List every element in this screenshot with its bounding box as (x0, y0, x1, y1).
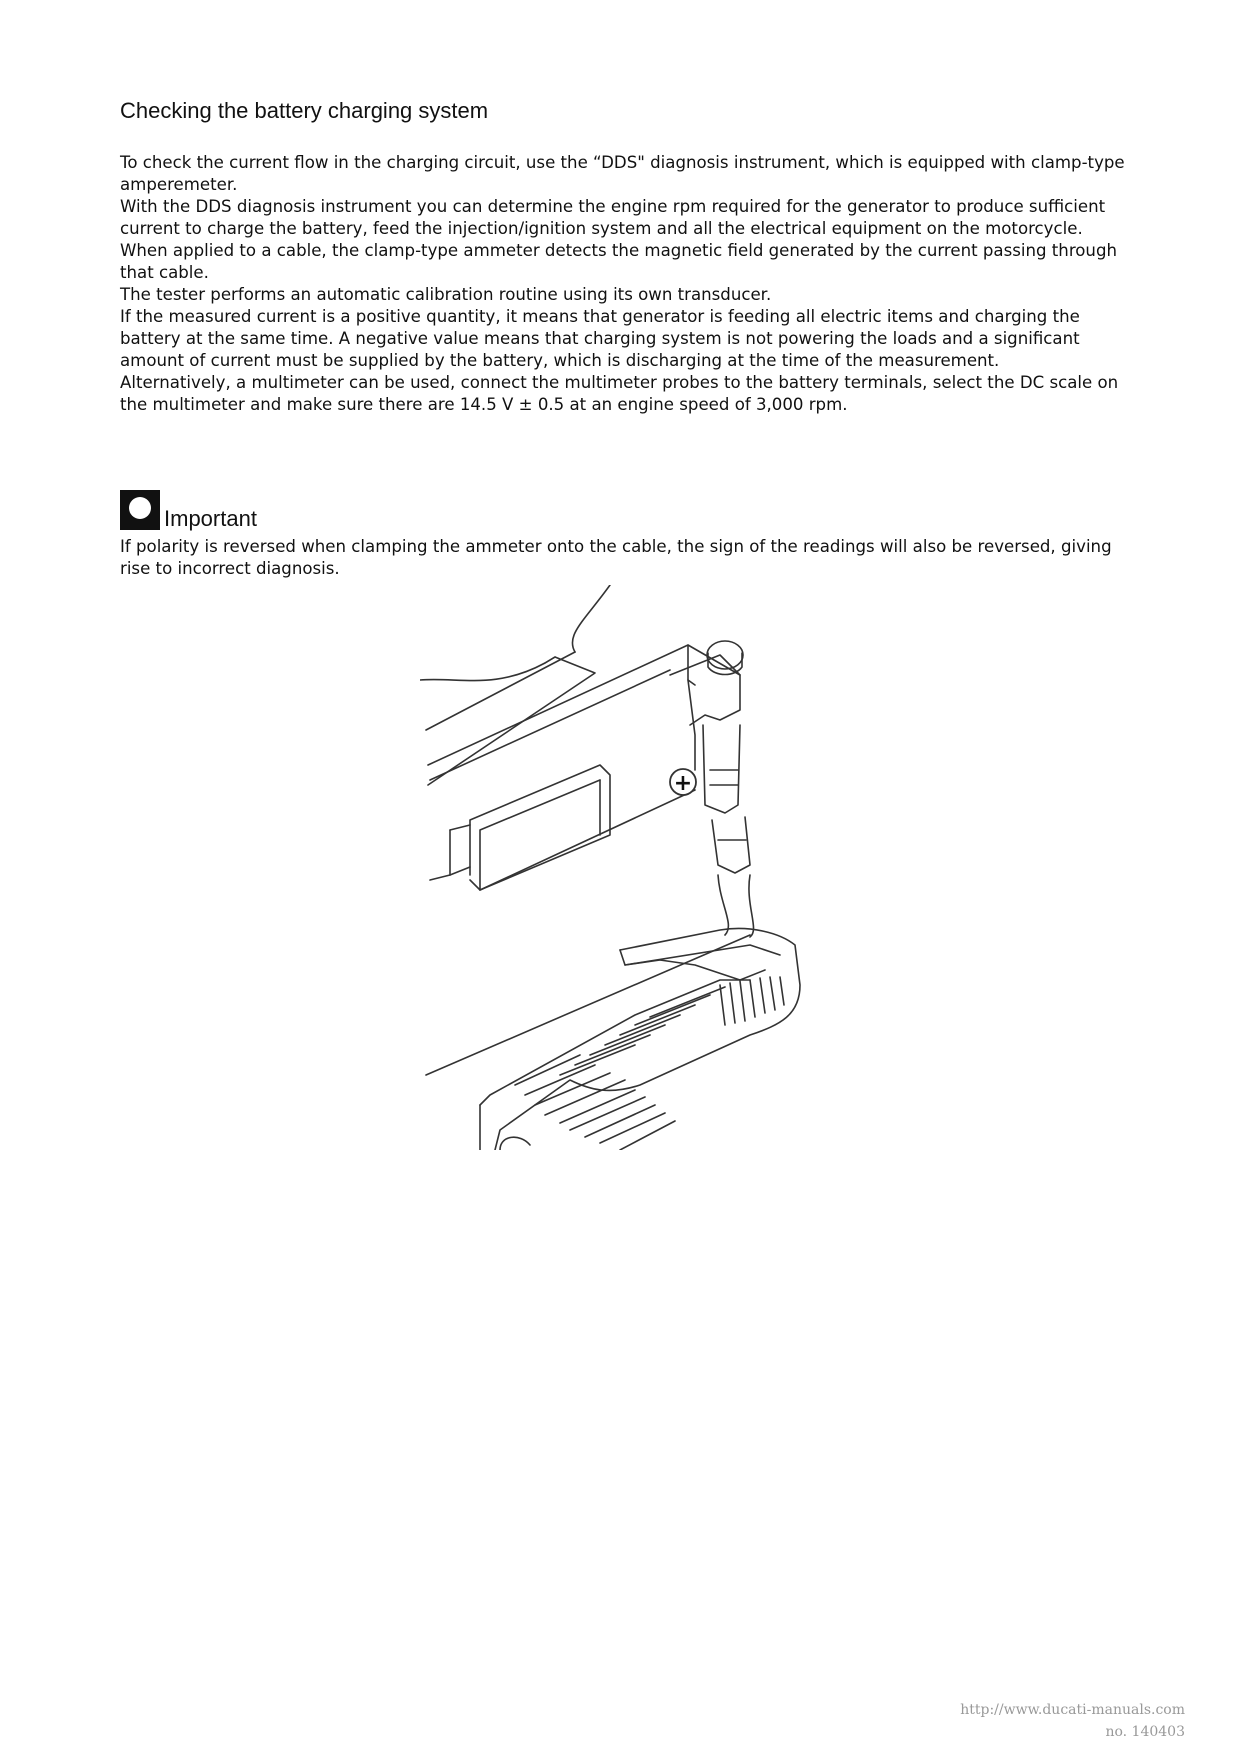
paragraph: With the DDS diagnosis instrument you can determine the engine rpm required for the generator to produce sufficient current to charge the battery, feed the injection/ignition system and all the electrical equipment on the motorcycle. (120, 197, 1106, 238)
body-text (120, 152, 1130, 416)
important-note (120, 490, 1130, 580)
positive-symbol: + (673, 771, 693, 796)
important-text: If polarity is reversed when clamping the ammeter onto the cable, the sign of the readings will also be reversed, giving rise to incorrect diagnosis. (120, 537, 1112, 578)
paragraph: If the measured current is a positive quantity, it means that generator is feeding all electric items and charging the battery at the same time. A negative value means that charging system is not powering the loads and a significant amount of current must be supplied by the battery, which is discharging at the time of the measurement. (120, 307, 1080, 370)
battery-clamp-drawing (420, 585, 860, 1150)
paragraph: When applied to a cable, the clamp-type ammeter detects the magnetic field generated by the current passing through that cable. (120, 241, 1118, 282)
page-title: Checking the battery charging system (120, 98, 489, 123)
footer-number: no. 140403 (1105, 1724, 1185, 1740)
paragraph: The tester performs an automatic calibration routine using its own transducer. (120, 285, 772, 304)
important-heading (120, 490, 1130, 530)
important-icon (120, 490, 160, 530)
footer-url: http://www.ducati-manuals.com (960, 1702, 1185, 1718)
battery-ammeter-illustration (420, 585, 860, 1150)
important-label: Important (164, 506, 257, 531)
paragraph: Alternatively, a multimeter can be used, connect the multimeter probes to the battery terminals, select the DC scale on the multimeter and make sure there are 14.5 V ± 0.5 at an engine speed of 3,000 rpm. (120, 373, 1119, 414)
paragraph: To check the current flow in the charging circuit, use the “DDS" diagnosis instrument, which is equipped with clamp-type amperemeter. (120, 153, 1125, 194)
